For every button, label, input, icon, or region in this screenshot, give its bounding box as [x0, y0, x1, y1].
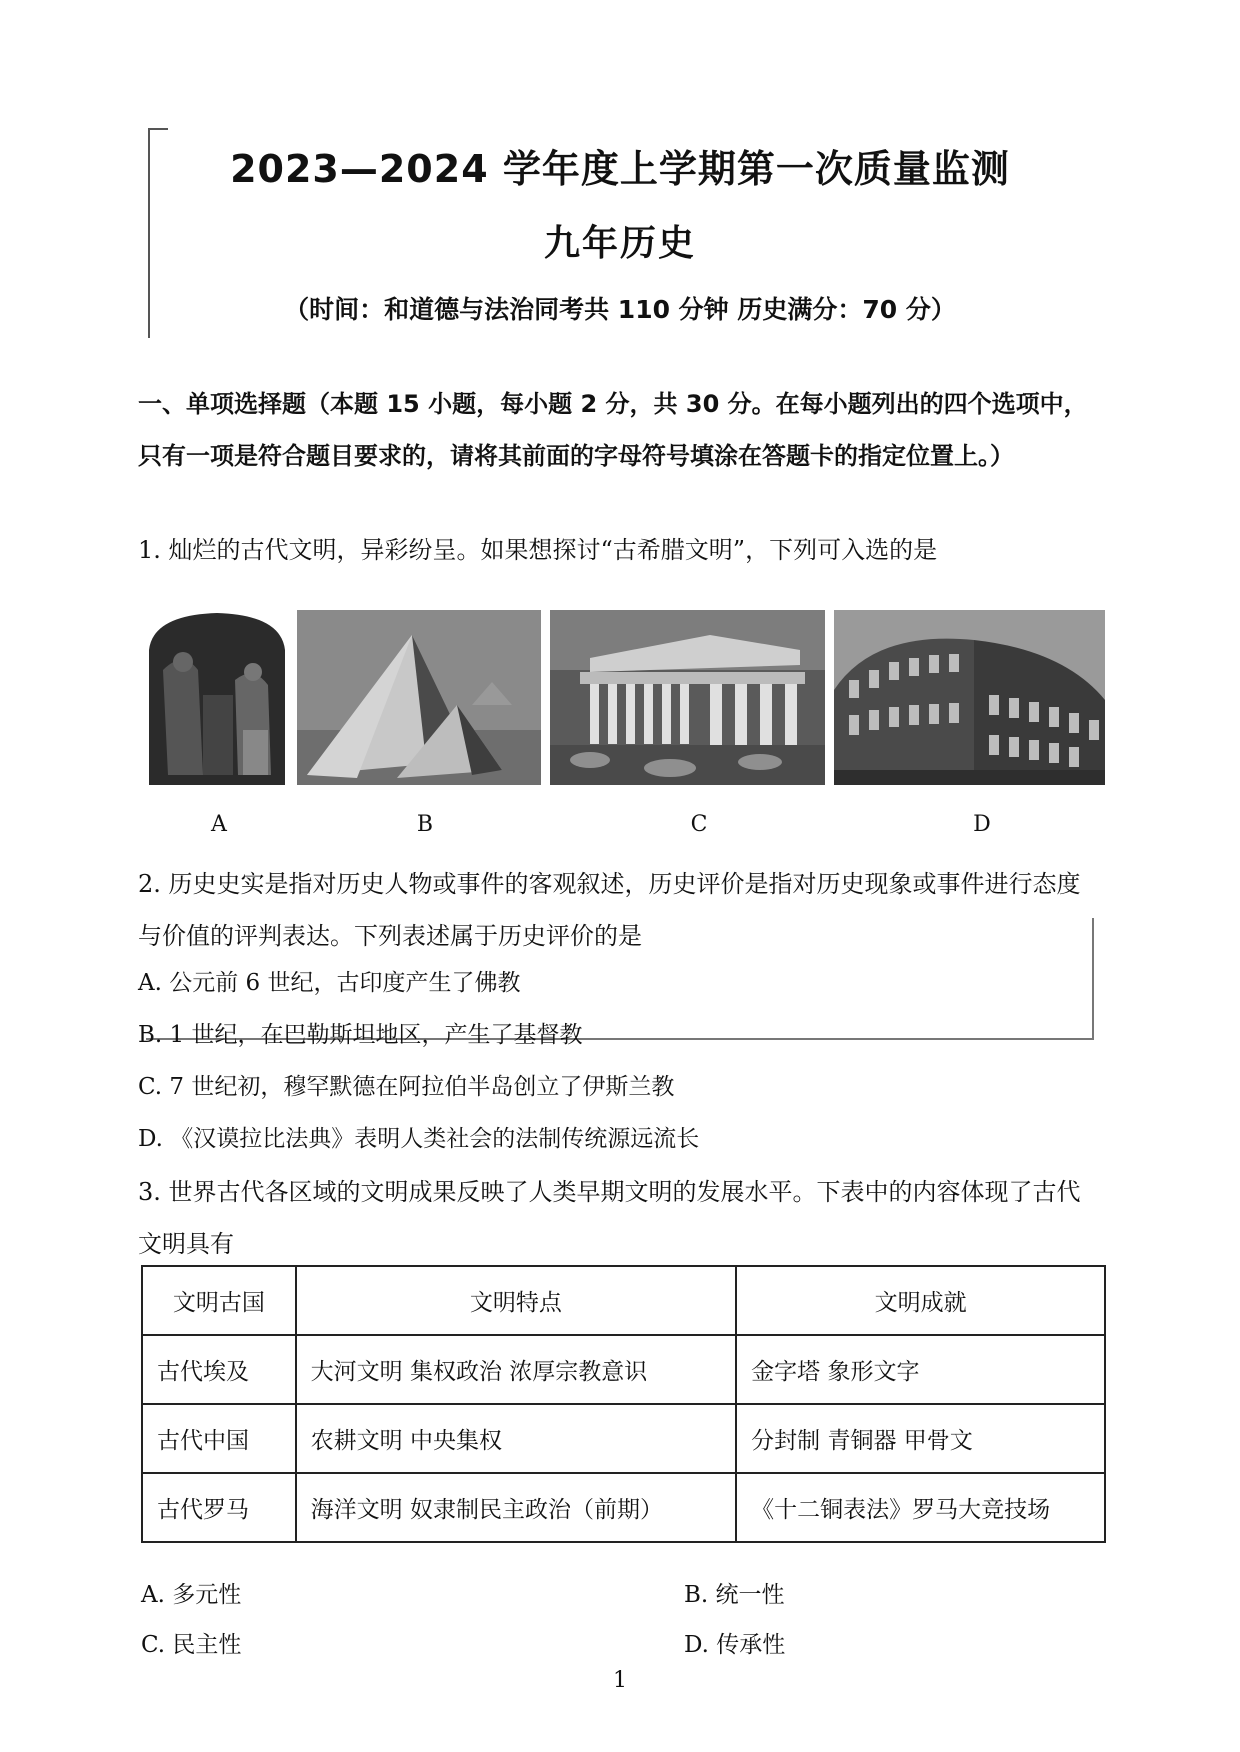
table-row [142, 1335, 1105, 1404]
page-number: 1 [613, 1668, 627, 1693]
table-cell: 分封制 青铜器 甲骨文 [736, 1404, 1105, 1473]
table-cell: 古代罗马 [142, 1473, 296, 1542]
question-2-stem: 2. 历史史实是指对历史人物或事件的客观叙述，历史评价是指对历史现象或事件进行态度与价值的评判表达。下列表述属于历史评价的是 [138, 870, 1081, 950]
question-3-option-c: C. 民主性 [141, 1632, 242, 1658]
table-header: 文明古国 [142, 1266, 296, 1335]
question-2-option-a: A. 公元前 6 世纪，古印度产生了佛教 [138, 970, 521, 996]
table-cell: 古代中国 [142, 1404, 296, 1473]
image-label-d: D [973, 812, 991, 837]
question-1-images [143, 610, 1105, 785]
image-label-a: A [211, 812, 227, 837]
table-cell: 农耕文明 中央集权 [296, 1404, 737, 1473]
table-cell: 《十二铜表法》罗马大竞技场 [736, 1473, 1105, 1542]
table-header-row [142, 1266, 1105, 1335]
question-3-option-a: A. 多元性 [141, 1582, 242, 1608]
question-2-option-c: C. 7 世纪初，穆罕默德在阿拉伯半岛创立了伊斯兰教 [138, 1074, 675, 1100]
question-2-option-b: B. 1 世纪，在巴勒斯坦地区，产生了基督教 [138, 1022, 583, 1048]
civilization-table [141, 1265, 1106, 1543]
section-heading: 一、单项选择题（本题 15 小题，每小题 2 分，共 30 分。在每小题列出的四个选项中，只有一项是符合题目要求的，请将其前面的字母符号填涂在答题卡的指定位置上。） [138, 390, 1088, 470]
table-cell: 海洋文明 奴隶制民主政治（前期） [296, 1473, 737, 1542]
image-label-c: C [690, 812, 708, 837]
table-header: 文明特点 [296, 1266, 737, 1335]
table-header: 文明成就 [736, 1266, 1105, 1335]
question-3-stem: 3. 世界古代各区域的文明成果反映了人类早期文明的发展水平。下表中的内容体现了古代文明具有 [138, 1178, 1081, 1258]
table-row [142, 1404, 1105, 1473]
parthenon-image [550, 610, 825, 785]
question-2-option-d: D. 《汉谟拉比法典》表明人类社会的法制传统源远流长 [138, 1126, 700, 1152]
table-cell: 大河文明 集权政治 浓厚宗教意识 [296, 1335, 737, 1404]
exam-time-note: （时间：和道德与法治同考共 110 分钟 历史满分：70 分） [284, 295, 956, 324]
exam-title: 2023—2024 学年度上学期第一次质量监测 [230, 147, 1010, 191]
table-row [142, 1473, 1105, 1542]
pyramids-image [297, 610, 541, 785]
question-1-stem: 1. 灿烂的古代文明，异彩纷呈。如果想探讨“古希腊文明”，下列可入选的是 [138, 536, 938, 564]
question-3-option-b: B. 统一性 [684, 1582, 785, 1608]
image-label-b: B [416, 812, 434, 837]
stele-image [143, 610, 291, 785]
exam-subject: 九年历史 [543, 223, 696, 264]
table-cell: 古代埃及 [142, 1335, 296, 1404]
question-3-option-d: D. 传承性 [684, 1632, 786, 1658]
colosseum-image [834, 610, 1105, 785]
table-cell: 金字塔 象形文字 [736, 1335, 1105, 1404]
